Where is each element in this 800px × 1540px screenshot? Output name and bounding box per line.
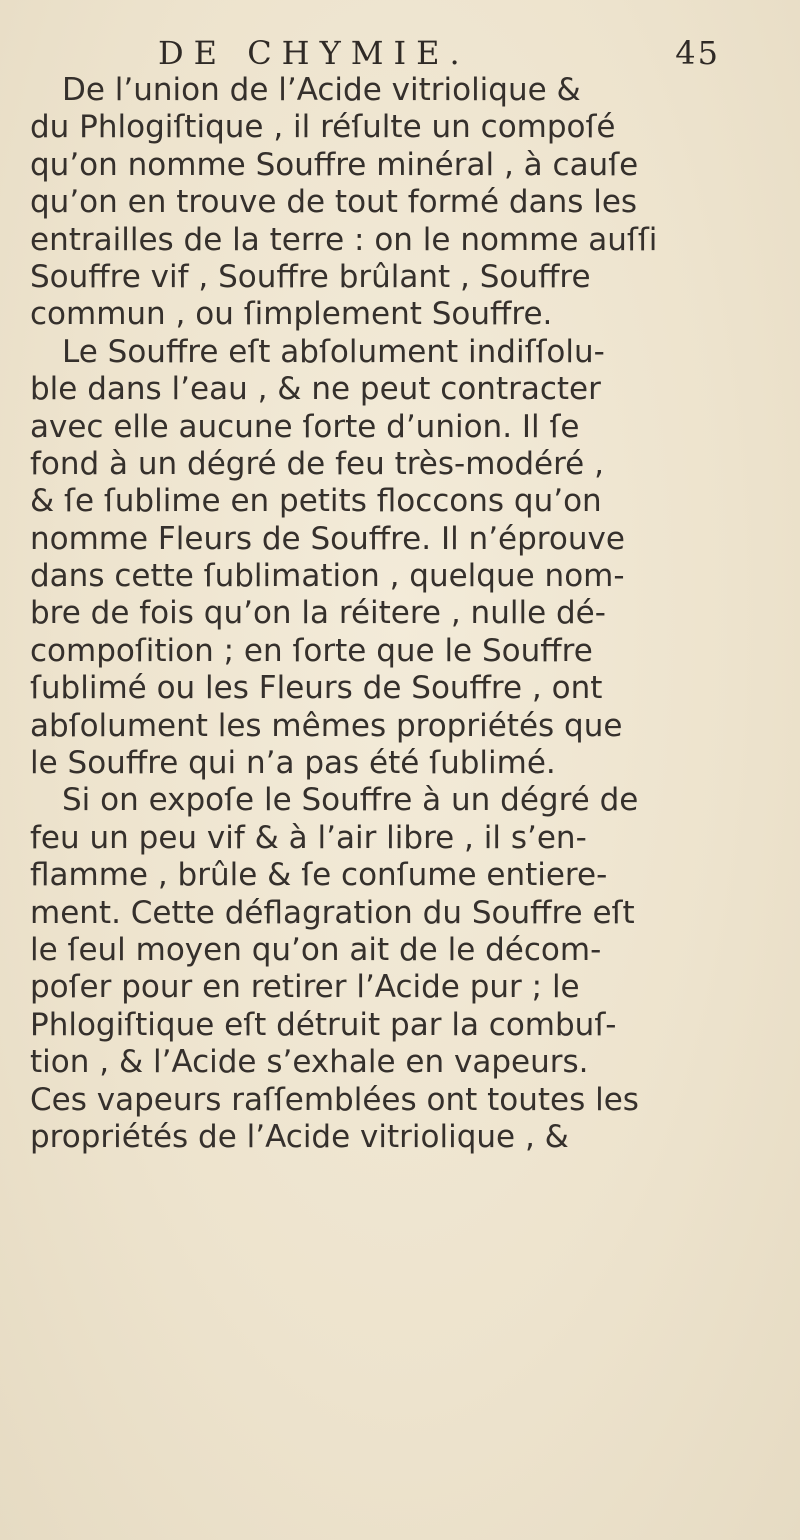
text-line: entrailles de la terre : on le nomme auſſi — [30, 221, 658, 258]
text-line: le Souffre qui n’a pas été ſublimé. — [30, 745, 556, 782]
text-line: le ſeul moyen qu’on ait de le décom- — [30, 931, 602, 968]
text-line: propriétés de l’Acide vitriolique , & — [30, 1118, 569, 1155]
text-line: tion , & l’Acide s’exhale en vapeurs. — [30, 1044, 589, 1081]
text-line: fond à un dégré de feu très-modéré , — [30, 445, 604, 482]
text-line: abſolument les mêmes propriétés que — [30, 707, 623, 744]
text-line: du Phlogiſtique , il réſulte un compoſé — [30, 109, 616, 146]
running-title: DE CHYMIE. — [158, 34, 470, 72]
text-line: ble dans l’eau , & ne peut contracter — [30, 371, 601, 408]
text-line: compoſition ; en ſorte que le Souffre — [30, 632, 593, 669]
text-line: feu un peu vif & à l’air libre , il s’en- — [30, 819, 587, 856]
page-number: 45 — [675, 34, 720, 72]
text-line: nomme Fleurs de Souffre. Il n’éprouve — [30, 520, 625, 557]
text-line: & ſe ſublime en petits floccons qu’on — [30, 483, 602, 520]
text-line: De l’union de l’Acide vitriolique & — [62, 72, 581, 108]
text-line: poſer pour en retirer l’Acide pur ; le — [30, 969, 580, 1006]
text-line: Phlogiſtique eſt détruit par la combuſ- — [30, 1006, 617, 1043]
text-line: ment. Cette déflagration du Souffre eſt — [30, 894, 635, 931]
text-line: flamme , brûle & ſe conſume entiere- — [30, 857, 608, 894]
text-line: bre de fois qu’on la réitere , nulle dé- — [30, 595, 606, 632]
text-line: Si on expoſe le Souffre à un dégré de — [62, 782, 639, 819]
text-line: Le Souffre eſt abſolument indiſſolu- — [62, 333, 605, 370]
text-line: commun , ou ſimplement Souffre. — [30, 296, 553, 333]
body-text — [30, 72, 770, 1156]
text-line: avec elle aucune ſorte d’union. Il ſe — [30, 408, 580, 445]
text-line: dans cette ſublimation , quelque nom- — [30, 558, 625, 595]
text-line: Souffre vif , Souffre brûlant , Souffre — [30, 258, 591, 295]
text-line: Ces vapeurs raſſemblées ont toutes les — [30, 1081, 639, 1118]
text-line: ſublimé ou les Fleurs de Souffre , ont — [30, 670, 603, 707]
text-line: qu’on nomme Souffre minéral , à cauſe — [30, 146, 639, 183]
text-line: qu’on en trouve de tout formé dans les — [30, 184, 638, 221]
